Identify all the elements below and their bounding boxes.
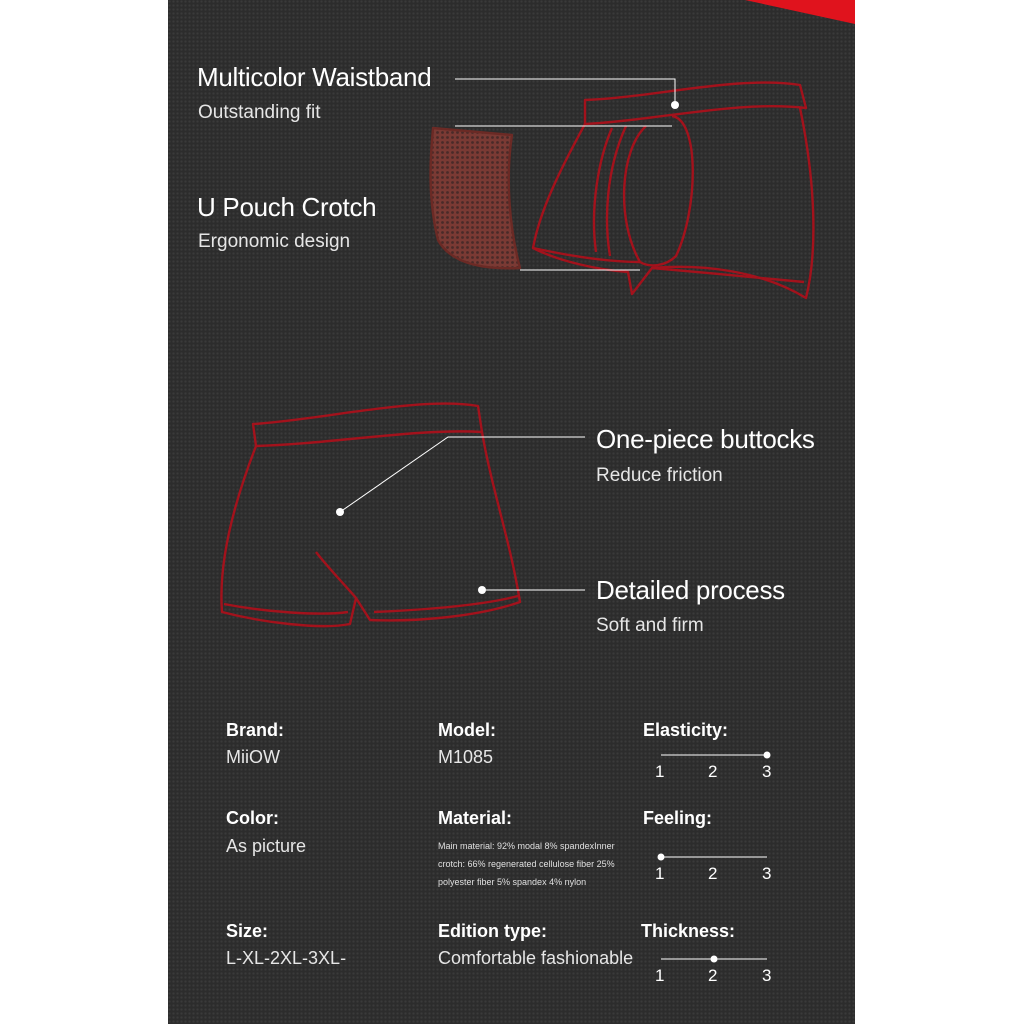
back-crotch-seam bbox=[316, 552, 356, 598]
feeling-tick-3: 3 bbox=[762, 864, 772, 883]
waistband-subtitle: Outstanding fit bbox=[198, 102, 321, 123]
material-label: Material: bbox=[438, 808, 513, 828]
thickness-label: Thickness: bbox=[641, 921, 736, 941]
thickness-tick-1: 1 bbox=[655, 966, 665, 985]
waistband-title: Multicolor Waistband bbox=[197, 62, 432, 92]
model-label: Model: bbox=[438, 720, 496, 740]
material-line-3: polyester fiber 5% spandex 4% nylon bbox=[438, 877, 587, 887]
color-label: Color: bbox=[226, 808, 279, 828]
material-line-1: Main material: 92% modal 8% spandexInner bbox=[438, 841, 615, 851]
back-body-outline bbox=[221, 432, 520, 626]
brand-label: Brand: bbox=[226, 720, 284, 740]
brand-value: MiiOW bbox=[226, 747, 280, 767]
thickness-tick-3: 3 bbox=[762, 966, 772, 985]
product-detail-panel bbox=[168, 0, 855, 1024]
front-view-drawing bbox=[431, 82, 814, 298]
size-label: Size: bbox=[226, 921, 269, 941]
pouch-mesh-panel bbox=[431, 128, 520, 268]
feeling-level-dot bbox=[658, 854, 665, 861]
feeling-label: Feeling: bbox=[643, 808, 713, 828]
elasticity-tick-2: 2 bbox=[708, 762, 718, 781]
pouch-curve-right bbox=[640, 116, 693, 265]
pouch-curve-left bbox=[624, 126, 646, 262]
process-subtitle: Soft and firm bbox=[596, 615, 704, 636]
edition-value: Comfortable fashionable bbox=[438, 948, 634, 968]
waistband-back bbox=[253, 404, 482, 446]
waistband-front bbox=[585, 82, 806, 124]
thickness-tick-2: 2 bbox=[708, 966, 718, 985]
pouch-title: U Pouch Crotch bbox=[197, 192, 377, 222]
pouch-subtitle: Ergonomic design bbox=[198, 231, 351, 252]
elasticity-label: Elasticity: bbox=[643, 720, 729, 740]
feeling-tick-2: 2 bbox=[708, 864, 718, 883]
color-value: As picture bbox=[226, 836, 307, 856]
edition-label: Edition type: bbox=[438, 921, 547, 941]
model-value: M1085 bbox=[438, 747, 494, 767]
buttocks-subtitle: Reduce friction bbox=[596, 465, 723, 486]
elasticity-level-dot bbox=[764, 752, 771, 759]
feeling-tick-1: 1 bbox=[655, 864, 665, 883]
size-value: L-XL-2XL-3XL- bbox=[226, 948, 347, 968]
buttocks-title: One-piece buttocks bbox=[596, 424, 815, 454]
process-title: Detailed process bbox=[596, 575, 785, 605]
thickness-level-dot bbox=[711, 956, 718, 963]
material-line-2: crotch: 66% regenerated cellulose fiber 25% bbox=[438, 859, 615, 869]
back-hem-left bbox=[224, 604, 348, 614]
elasticity-tick-3: 3 bbox=[762, 762, 772, 781]
elasticity-tick-1: 1 bbox=[655, 762, 665, 781]
